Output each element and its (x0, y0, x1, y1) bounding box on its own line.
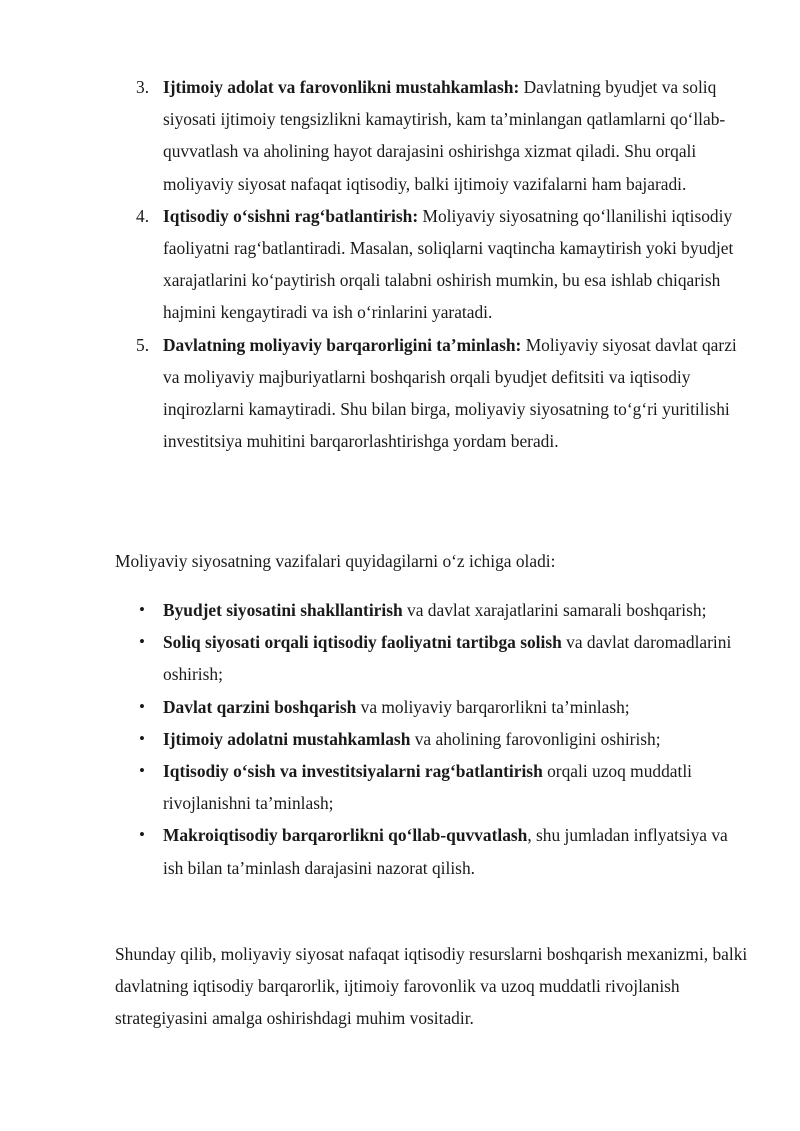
bullet-item (0, 723, 800, 755)
bullet-marker: • (139, 632, 145, 652)
bullet-marker: • (139, 600, 145, 619)
bullet-bold: Ijtimoiy adolatni mustahkamlash (163, 728, 411, 749)
item-text: Davlatning byudjet va soliq siyosati ijtimoiy tengsizlikni kamaytirish, kam ta’minlangan qatlamlarni qo‘llab-quvvatlash va aholining hayot darajasini oshirishga xizmat qiladi. Shu orqali moliyaviy siyosat nafaqat iqtisodiy, balki ijtimoiy vazifalarni ham bajaradi. (163, 77, 726, 194)
bullet-marker: • (139, 728, 145, 748)
bullet-text: va davlat xarajatlarini samarali boshqarish; (402, 600, 707, 620)
numbered-list (0, 71, 800, 457)
bullet-marker: • (139, 696, 145, 716)
bullet-text: , shu jumladan inflyatsiya va ish bilan ta’minlash darajasini nazorat qilish. (163, 825, 728, 878)
bullet-item (0, 755, 800, 819)
list-item (0, 71, 800, 200)
closing-paragraph: Shunday qilib, moliyaviy siyosat nafaqat iqtisodiy resurslarni boshqarish mexanizmi, balki davlatning iqtisodiy barqarorlik, ijtimoiy farovonlik va uzoq muddatli rivojlanish strategiyasini amalga oshirishdagi muhim vositadir. (115, 944, 748, 1029)
list-number: 4. (136, 205, 150, 226)
bullet-bold: Iqtisodiy o‘sish va investitsiyalarni rag‘batlantirish (163, 761, 543, 782)
bullet-list (0, 594, 800, 884)
item-text: Moliyaviy siyosat davlat qarzi va moliyaviy majburiyatlarni boshqarish orqali byudjet defitsiti va iqtisodiy inqirozlarni kamaytiradi. Shu bilan birga, moliyaviy siyosatning to‘g‘ri yuritilishi investitsiya muhitini barqarorlashtirishga yordam beradi. (163, 334, 737, 452)
list-number: 5. (136, 334, 150, 355)
bullet-bold: Byudjet siyosatini shakllantirish (163, 600, 403, 620)
bullet-text: va moliyaviy barqarorlikni ta’minlash; (356, 696, 630, 717)
item-text: Moliyaviy siyosatning qo‘llanilishi iqtisodiy faoliyatni rag‘batlantiradi. Masalan, soliqlarni vaqtincha kamaytirish yoki byudjet xarajatlarini ko‘paytirish orqali talabni oshirish mumkin, bu esa ishlab chiqarish hajmini kengaytiradi va ish o‘rinlarini yaratadi. (163, 205, 734, 323)
list-item (0, 200, 800, 329)
bullet-bold: Davlat qarzini boshqarish (163, 696, 357, 717)
bullet-bold: Soliq siyosati orqali iqtisodiy faoliyatni tartibga solish (163, 632, 562, 653)
item-title: Iqtisodiy o‘sishni rag‘batlantirish: (163, 205, 419, 226)
item-title: Ijtimoiy adolat va farovonlikni mustahkamlash: (163, 77, 520, 97)
list-item (0, 329, 800, 458)
bullet-text: orqali uzoq muddatli rivojlanishni ta’minlash; (163, 761, 692, 814)
bullet-marker: • (139, 825, 145, 845)
bullet-item (0, 819, 800, 883)
bullet-marker: • (139, 761, 145, 781)
intro-paragraph: Moliyaviy siyosatning vazifalari quyidagilarni o‘z ichiga oladi: (115, 551, 556, 571)
item-title: Davlatning moliyaviy barqarorligini ta’minlash: (163, 334, 522, 355)
bullet-text: va aholining farovonligini oshirish; (410, 728, 661, 749)
list-number: 3. (136, 77, 150, 97)
bullet-item (0, 594, 800, 626)
bullet-item (0, 691, 800, 723)
bullet-item (0, 626, 800, 690)
bullet-text: va davlat daromadlarini oshirish; (163, 632, 732, 685)
bullet-bold: Makroiqtisodiy barqarorlikni qo‘llab-quvvatlash (163, 825, 528, 846)
